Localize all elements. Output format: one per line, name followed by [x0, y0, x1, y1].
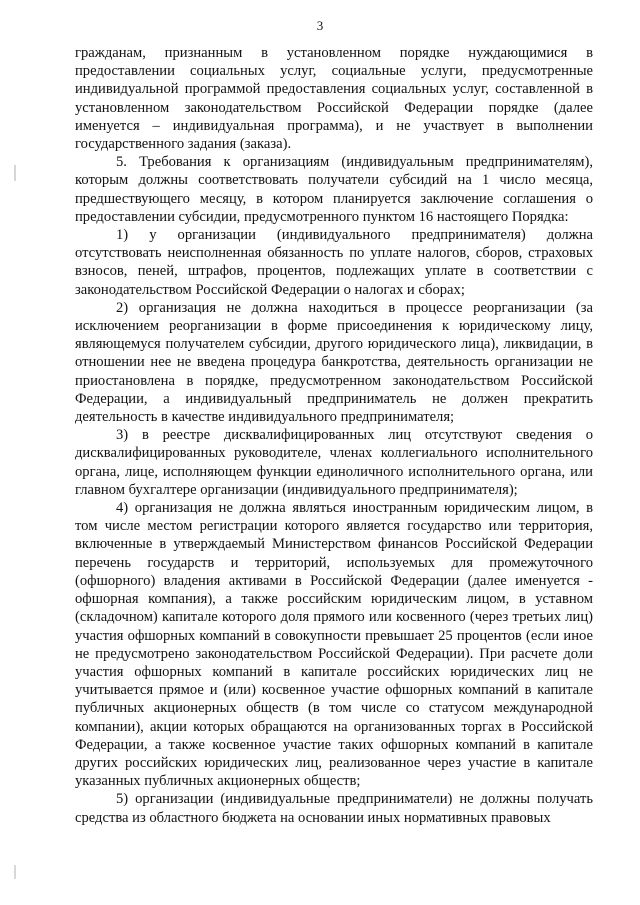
paragraph-subitem-1: 1) у организации (индивидуального предпринимателя) должна отсутствовать неисполненная обязанность по уплате налогов, сборов, страховых взносов, пеней, штрафов, процентов, подлежащих уплате в соответствии с законодательством Российской Федерации о налогах и сборах; [75, 227, 593, 298]
paragraph-subitem-3: 3) в реестре дисквалифицированных лиц отсутствуют сведения о дисквалифицированных руководителе, членах коллегиального исполнительного органа, лице, исполняющем функции единоличного исполнительного органа, или главном бухгалтере организации (индивидуального предпринимателя); [75, 427, 593, 498]
paragraph-continuation: гражданам, признанным в установленном порядке нуждающимися в предоставлении социальных услуг, социальные услуги, предусмотренные индивидуальной программой предоставления социальных услуг, составленной в установленном законодательством Российской Федерации порядке (далее именуется – индивидуальная программа), и не участвует в выполнении государственного задания (заказа). [75, 45, 593, 153]
page-number: 3 [316, 18, 324, 33]
paragraph-item-5: 5. Требования к организациям (индивидуальным предпринимателям), которым должны соответствовать получатели субсидий на 1 число месяца, предшествующего месяцу, в котором планируется заключение соглашения о предоставлении субсидии, предусмотренного пунктом 16 настоящего Порядка: [75, 154, 593, 225]
paragraph-subitem-2: 2) организация не должна находиться в процессе реорганизации (за исключением реорганизации в форме присоединения к юридическому лицу, являющемуся получателем субсидии, другого юридического лица), ликвидации, в отношении нее не введена процедура банкротства, деятельность организации не приостановлена в порядке, предусмотренном законодательством Российской Федерации, а индивидуальный предприниматель не должен прекратить деятельность в качестве индивидуального предпринимателя; [75, 299, 593, 426]
document-body [75, 44, 593, 827]
scan-edge-mark [14, 165, 16, 181]
paragraph-subitem-4: 4) организация не должна являться иностранным юридическим лицом, в том числе местом регистрации которого является государство или территория, включенные в утверждаемый Министерством финансов Российской Федерации перечень государств и территорий, используемых для промежуточного (офшорного) владения активами в Российской Федерации (далее именуется - офшорная компания), а также российским юридическим лицом, в уставном (складочном) капитале которого доля прямого или косвенного (через третьих лиц) участия офшорных компаний в совокупности превышает 25 процентов (если иное не предусмотрено законодательством Российской Федерации). При расчете доли участия офшорных компаний в капитале российских юридических лиц не учитывается прямое и (или) косвенное участие офшорных компаний в капитале публичных акционерных обществ (в том числе со статусом международной компании), акции которых обращаются на организованных торгах в Российской Федерации, а также косвенное участие таких офшорных компаний в капитале других российских юридических лиц, реализованное через участие в капитале указанных публичных акционерных обществ; [75, 500, 593, 790]
scan-edge-mark [14, 865, 16, 879]
paragraph-subitem-5: 5) организации (индивидуальные предприниматели) не должны получать средства из областного бюджета на основании иных нормативных правовых [75, 791, 593, 826]
